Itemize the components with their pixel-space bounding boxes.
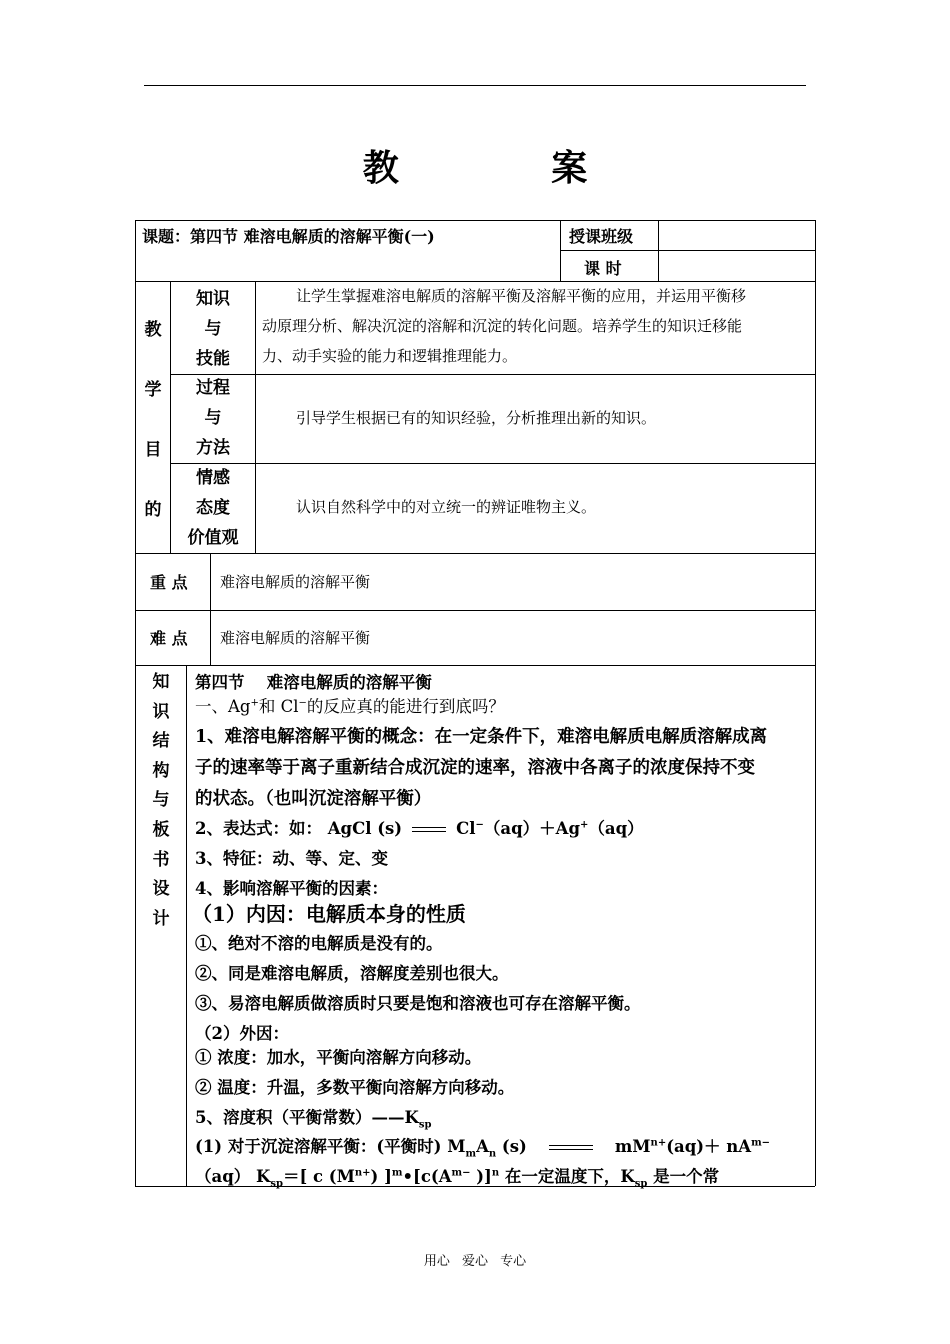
design-line: 2、表达式：如： AgCl (s) Cl−（aq）＋Ag+（aq）	[195, 819, 644, 838]
objective-text-process: 引导学生根据已有的知识经验，分析推理出新的知识。	[296, 409, 657, 427]
objective-label-attitude: 情感 态度 价值观	[187, 468, 239, 548]
design-line: （2）外因：	[195, 1024, 289, 1043]
key-point-label: 重 点	[150, 573, 188, 592]
objectives-label-char: 的	[144, 500, 162, 520]
design-heading: 第四节 难溶电解质的溶解平衡	[195, 673, 432, 692]
objective-label-knowledge: 知识 与 技能	[196, 289, 230, 369]
header-rule	[144, 85, 806, 86]
objectives-label-char: 学	[144, 380, 162, 400]
objective-text-knowledge: 让学生掌握难溶电解质的溶解平衡及溶解平衡的应用，并运用平衡移 动原理分析、解决沉淀的溶解和沉淀的转化问题。培养学生的知识迁移能 力、动手实验的能力和逻辑推理能力。	[262, 287, 747, 365]
topic-title: 课题：第四节 难溶电解质的溶解平衡(一)	[142, 227, 435, 246]
design-label: 知 识 结 构 与 板 书 设 计	[152, 672, 170, 929]
design-line: （1）内因：电解质本身的性质	[192, 902, 466, 926]
period-label: 课 时	[584, 259, 622, 278]
design-line: ① 浓度：加水，平衡向溶解方向移动。	[195, 1048, 482, 1067]
design-line: 5、溶度积（平衡常数）$——K_{sp}$	[195, 1108, 432, 1131]
design-line: ①、绝对不溶的电解质是没有的。	[195, 934, 443, 953]
objective-text-attitude: 认识自然科学中的对立统一的辨证唯物主义。	[296, 498, 597, 516]
objectives-label-char: 目	[144, 440, 162, 460]
design-line: ③、易溶电解质做溶质时只要是饱和溶液也可存在溶解平衡。	[195, 994, 641, 1013]
design-line: ②、同是难溶电解质，溶解度差别也很大。	[195, 964, 509, 983]
objective-label-process: 过程 与 方法	[196, 378, 230, 458]
design-line: 的状态。（也叫沉淀溶解平衡）	[195, 789, 432, 809]
equilibrium-arrow-icon	[549, 1144, 593, 1152]
design-line: 4、影响溶解平衡的因素：	[195, 879, 388, 898]
objectives-label-char: 教	[144, 320, 162, 340]
difficult-point-label: 难 点	[150, 629, 188, 648]
design-line: 一、Ag+和 Cl−的反应真的能进行到底吗？	[195, 697, 505, 716]
design-line: (1) 对于沉淀溶解平衡：(平衡时) $M_mA_n$ (s) $mM^{n+}(aq)+ nA^{m-}$	[195, 1137, 771, 1160]
key-point-text: 难溶电解质的溶解平衡	[220, 573, 371, 591]
page-footer: 用心 爱心 专心	[423, 1254, 527, 1269]
difficult-point-text: 难溶电解质的溶解平衡	[220, 629, 371, 647]
page-title: 教 案	[362, 147, 658, 189]
design-line: 3、特征：动、等、定、变	[195, 849, 388, 868]
design-line: 子的速率等于离子重新结合成沉淀的速率，溶液中各离子的浓度保持不变	[195, 758, 755, 778]
equilibrium-arrow-icon	[412, 826, 446, 834]
class-label: 授课班级	[569, 227, 634, 246]
design-line: 1、难溶电解溶解平衡的概念：在一定条件下，难溶电解质电解质溶解成离	[195, 727, 768, 747]
design-line: （aq） $K_{sp}=$[ c $(M^{n+})$ ]$^m•[c(A^{m-}$ )]$^n$ 在一定温度下，$K_{sp}$ 是一个常	[195, 1167, 720, 1190]
design-line: ② 温度：升温，多数平衡向溶解方向移动。	[195, 1078, 515, 1097]
